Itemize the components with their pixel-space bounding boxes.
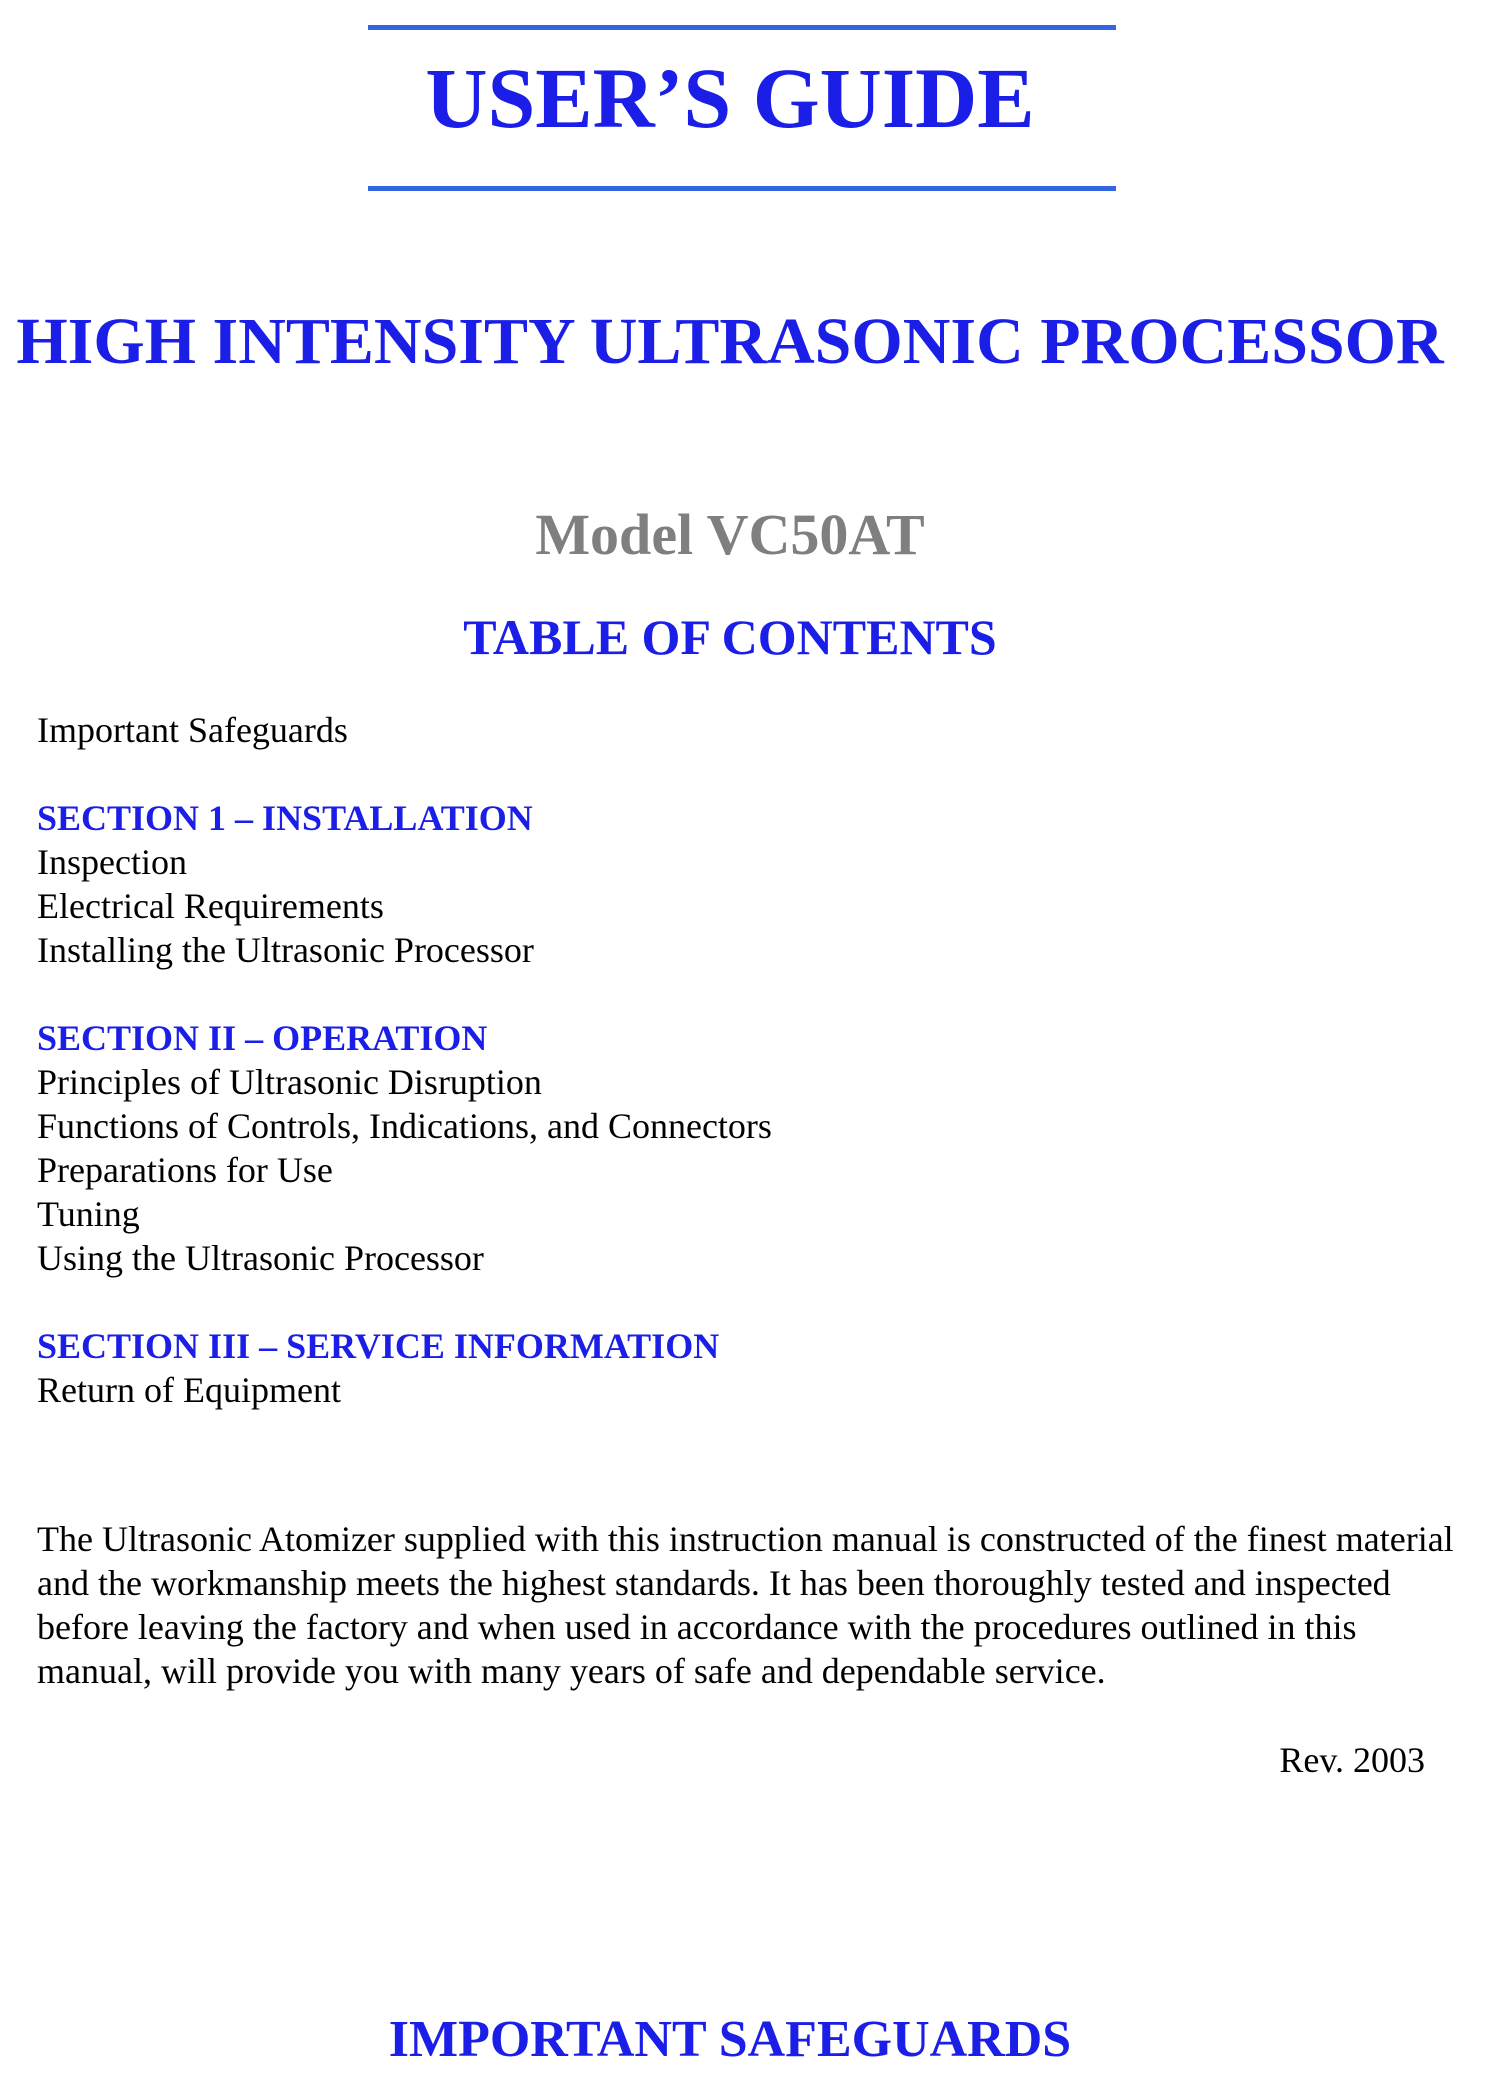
toc-item[interactable]: Principles of Ultrasonic Disruption (37, 1062, 542, 1102)
quality-statement: The Ultrasonic Atomizer supplied with this instruction manual is constructed of the finest material and the workmanship meets the highest standards. It has been thoroughly tested and inspected before leaving the factory and when used in accordance with the procedures outlined in this manual, will provide you with many years of safe and dependable service. (37, 1519, 1454, 1691)
toc-item[interactable]: Tuning (37, 1194, 140, 1234)
toc-item[interactable]: Electrical Requirements (37, 886, 384, 926)
toc-item[interactable]: Return of Equipment (37, 1370, 341, 1410)
toc-section-installation[interactable]: SECTION 1 – INSTALLATION (37, 798, 533, 838)
toc-item-important-safeguards[interactable]: Important Safeguards (37, 710, 348, 750)
product-title: HIGH INTENSITY ULTRASONIC PROCESSOR (16, 305, 1444, 378)
guide-title: USER’S GUIDE (425, 50, 1035, 146)
revision-note: Rev. 2003 (1279, 1740, 1425, 1780)
toc-item[interactable]: Preparations for Use (37, 1150, 333, 1190)
toc-item[interactable]: Installing the Ultrasonic Processor (37, 930, 534, 970)
title-rule-bottom (368, 186, 1116, 191)
toc-item[interactable]: Using the Ultrasonic Processor (37, 1238, 484, 1278)
toc-item[interactable]: Functions of Controls, Indications, and Connectors (37, 1106, 772, 1146)
toc-item[interactable]: Inspection (37, 842, 187, 882)
model-number: Model VC50AT (535, 502, 925, 567)
title-rule-top (368, 25, 1116, 30)
important-safeguards-heading: IMPORTANT SAFEGUARDS (388, 2011, 1072, 2068)
table-of-contents (37, 708, 772, 1412)
toc-heading: TABLE OF CONTENTS (463, 609, 997, 665)
toc-section-operation[interactable]: SECTION II – OPERATION (37, 1018, 488, 1058)
toc-section-service-information[interactable]: SECTION III – SERVICE INFORMATION (37, 1326, 720, 1366)
